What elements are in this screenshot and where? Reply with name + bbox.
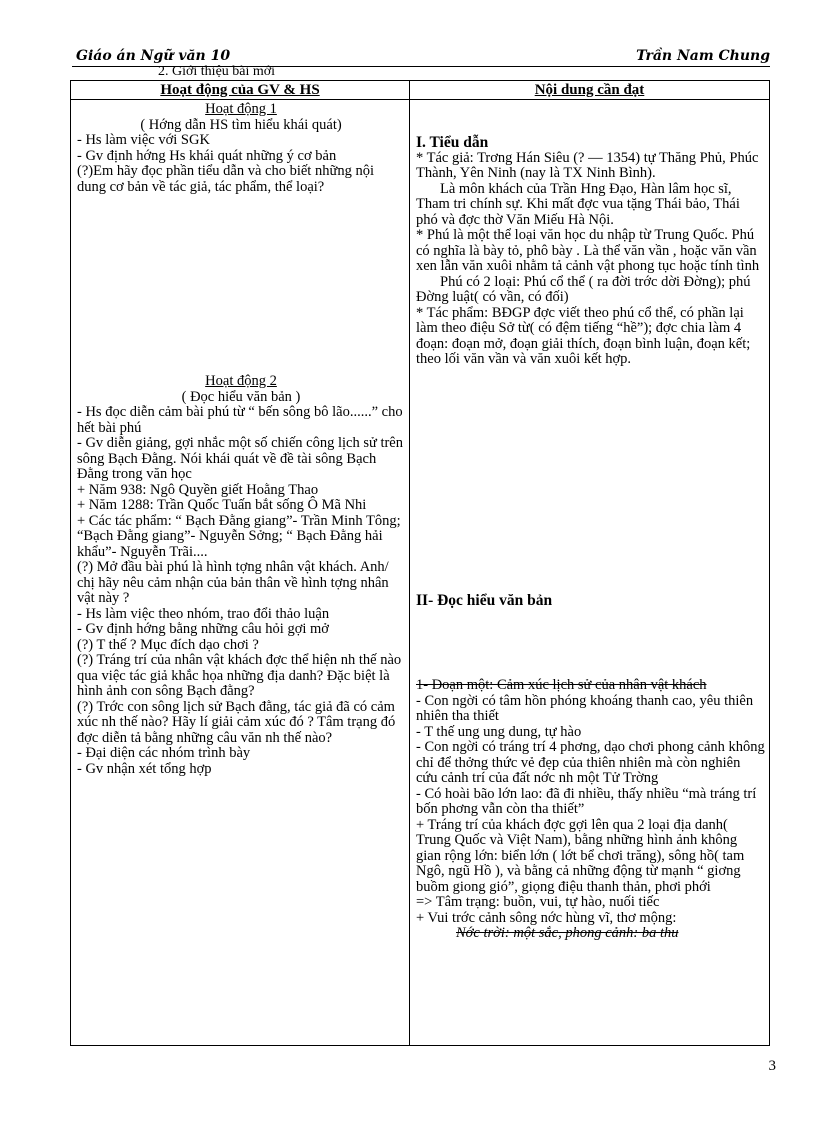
section-1-block: [416, 135, 765, 368]
header-author: Trần Nam Chung: [636, 48, 770, 64]
activity-2-line: (?) Mở đầu bài phú là hình tợng nhân vật khách. Anh/ chị hãy nêu cảm nhận của bản thân về hình tợng nhân vật này ?: [77, 559, 389, 606]
activity-2-line: (?) Tráng trí của nhân vật khách đợc thể hiện nh thế nào qua việc tác giả khắc họa những địa danh? Đặc biệt là hình ảnh con sông Bạch đằng?: [77, 652, 402, 699]
content-column: [410, 81, 769, 1045]
section-1-line: * Tác giả: Trơng Hán Siêu (? — 1354) tự Thăng Phủ, Phúc Thành, Yên Ninh (nay là TX Ninh Bình).: [416, 149, 759, 181]
lesson-table: [70, 80, 770, 1046]
activity-2-line: (?) T thế ? Mục đích dạo chơi ?: [77, 636, 259, 653]
activities-column-header: Hoạt động của GV & HS: [71, 81, 409, 100]
activity-1-line: - Hs làm việc với SGK: [77, 132, 210, 148]
activities-column: [71, 81, 410, 1045]
activity-1-line: (?)Em hãy đọc phần tiểu dẫn và cho biết những nội dung cơ bản về tác giả, tác phẩm, thể loại?: [77, 163, 374, 195]
activity-2-line: (?) Trớc con sông lịch sử Bạch đằng, tác giả đã có cảm xúc nh thế nào? Hãy lí giải cảm xúc đó ? Tâm trạng đó đợc diễn tả bằng những câu văn nh thế nào?: [77, 698, 396, 746]
activity-1-title: Hoạt động 1: [205, 101, 277, 117]
header-left-title: Giáo án Ngữ văn 10: [76, 48, 231, 64]
activity-2-line: - Gv diễn giảng, gợi nhắc một số chiến công lịch sử trên sông Bạch Đằng. Nói khái quát về đề tài sông Bạch Đằng trong văn học: [77, 435, 403, 482]
activity-1-subtitle: ( Hớng dẫn HS tìm hiểu khái quát): [140, 116, 342, 133]
part-1-line: - Con ngời có tâm hồn phóng khoáng thanh cao, yêu thiên nhiên tha thiết: [416, 692, 754, 724]
part-1-quote: Nớc trời: một sắc, phong cảnh: ba thu: [456, 926, 679, 940]
part-1-block: [416, 678, 765, 940]
activity-2-line: + Năm 938: Ngô Quyền giết Hoằng Thao: [77, 481, 319, 498]
activity-2-line: + Các tác phẩm: “ Bạch Đằng giang”- Trần Minh Tông; “Bạch Đằng giang”- Nguyễn Sởng; “ Bạch Đằng hải khẩu”- Nguyễn Trãi....: [77, 512, 401, 560]
part-1-line: - Có hoài bão lớn lao: đã đi nhiều, thấy nhiều “mà tráng trí bốn phơng vẫn còn tha thiết”: [416, 785, 757, 817]
section-title: 2. Giới thiệu bài mới: [158, 64, 276, 79]
activity-1-line: - Gv định hớng Hs khái quát những ý cơ bản: [77, 147, 337, 164]
section-1-line: Phú có 2 loại: Phú cổ thể ( ra đời trớc dời Đờng); phú Đờng luật( có vần, có đối): [416, 273, 751, 305]
activity-2-line: - Gv định hớng bằng những câu hỏi gợi mở: [77, 621, 329, 637]
section-1-line: * Tác phẩm: BĐGP đợc viết theo phú cổ thể, có phần lại làm theo điệu Sở từ( có đệm tiếng “hề”); đợc chia làm 4 đoạn: đoạn mở, đoạn giải thích, đoạn bình luận, đoạn kết; theo lối văn vần và văn xuôi kết hợp.: [416, 304, 751, 367]
section-1-line: Là môn khách của Trần Hng Đạo, Hàn lâm học sĩ, Tham tri chính sự. Khi mất đợc vua tặng Thái bảo, Thái phó và đợc thờ Văn Miếu Hà Nội.: [416, 180, 740, 228]
part-1-line: - T thế ung ung dung, tự hào: [416, 723, 582, 740]
content-column-header: Nội dung cần đạt: [410, 81, 769, 100]
activity-2-line: + Năm 1288: Trần Quốc Tuấn bắt sống Ô Mã Nhi: [77, 497, 367, 513]
part-1-line: + Tráng trí của khách đợc gợi lên qua 2 loại địa danh( Trung Quốc và Việt Nam), bằng những hình ảnh không gian rộng lớn: biển lớn ( lớt bể chơi trăng), sông hồ( tam Ngô, ngũ Hồ ), và bằng cả những động từ mạnh “ giơng buồm giong gió”, giọng điệu thanh thản, phơi phới: [416, 816, 745, 895]
part-1-line: - Con ngời có tráng trí 4 phơng, dạo chơi phong cảnh không chỉ để thởng thức vẻ đẹp của thiên nhiên mà còn nghiên cứu cảnh trí của đất nớc nh một Tử Trờng: [416, 739, 765, 786]
section-1-title: I. Tiểu dẫn: [416, 134, 489, 151]
part-1-title: 1- Đoạn một: Cảm xúc lịch sử của nhân vật khách: [416, 677, 707, 693]
part-1-line: + Vui trớc cảnh sông nớc hùng vĩ, thơ mộng:: [416, 909, 677, 926]
section-2-title: II- Đọc hiểu văn bản: [416, 592, 553, 609]
activity-2-line: - Hs đọc diễn cảm bài phú từ “ bến sông bô lão......” cho hết bài phú: [77, 404, 403, 436]
page-number: 3: [768, 1058, 776, 1074]
activity-2-line: - Hs làm việc theo nhóm, trao đổi thảo luận: [77, 605, 330, 622]
part-1-line: => Tâm trạng: buồn, vui, tự hào, nuối tiếc: [416, 894, 660, 910]
activity-1-block: [77, 102, 405, 195]
activity-2-line: - Gv nhận xét tổng hợp: [77, 760, 212, 777]
activity-2-block: [77, 374, 405, 777]
activity-2-subtitle: ( Đọc hiểu văn bản ): [181, 388, 301, 405]
activity-2-title: Hoạt động 2: [205, 373, 277, 389]
section-2-block: [416, 593, 765, 609]
activity-2-line: - Đại diện các nhóm trình bày: [77, 745, 251, 761]
section-1-line: * Phú là một thể loại văn học du nhập từ Trung Quốc. Phú có nghĩa là bày tỏ, phô bày . Là thể văn vần , hoặc văn vần xen lẫn văn xuôi nhằm tả cảnh vật phong tục hoặc tính tình: [416, 227, 760, 274]
